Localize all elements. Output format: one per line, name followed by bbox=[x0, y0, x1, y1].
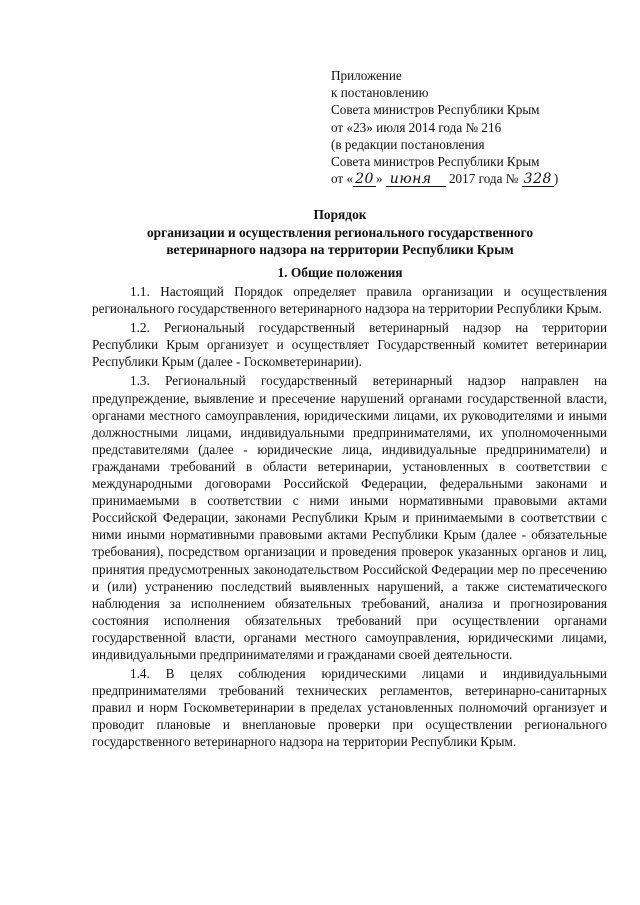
paragraph-1-2: 1.2. Региональный государственный ветеринарный надзор на территории Республики Крым организует и осуществляет Государственный комитет ветеринарии Республики Крым (далее - Госкомветеринарии). bbox=[92, 320, 607, 370]
document-title bbox=[90, 206, 590, 259]
title-line: Порядок bbox=[313, 207, 367, 222]
title-line: ветеринарного надзора на территории Республики Крым bbox=[166, 242, 514, 257]
section-heading: 1. Общие положения bbox=[277, 265, 403, 280]
handwritten-month: июня bbox=[386, 172, 446, 187]
handwritten-day: 20 bbox=[355, 171, 374, 188]
annex-line: Совета министров Республики Крым bbox=[331, 102, 540, 118]
title-line: организации и осуществления регионального государственного bbox=[146, 224, 534, 240]
paragraph-1-4: 1.4. В целях соблюдения юридическими лицами и индивидуальными предпринимателями требований технических регламентов, ветеринарно-санитарных правил и норм Госкомветеринарии в пределах установленных полномочий организует и проводит плановые и внеплановые проверки при осуществлении регионального государственного ветеринарного надзора на территории Республики Крым. bbox=[92, 666, 607, 750]
annex-date-prefix: от « bbox=[331, 171, 354, 187]
paragraph-1-3: 1.3. Региональный государственный ветеринарный надзор направлен на предупреждение, выявление и пресечение нарушений органами государственной власти, органами местного самоуправления, юридическими лицами, их руководителями и иными должностными лицами, индивидуальными предпринимателями, их уполномоченными представителями (далее - юридические лица, индивидуальные предприниматели) и гражданами требований в области ветеринарии, установленных в соответствии с международными договорами Российской Федерации, федеральными законами и принимаемыми в соответствии с ними иными нормативными правовыми актами Российской Федерации, законами Республики Крым и принимаемыми в соответствии с ними иными нормативными правовыми актами Республики Крым (далее - обязательные требования), посредством организации и проведения проверок указанных органов и лиц, принятия предусмотренных законодательством Российской Федерации мер по пресечению и (или) устранению последствий выявленных нарушений, а также систематического наблюдения за исполнением обязательных требований, анализа и прогнозирования состояния исполнения обязательных требований при осуществлении органами государственной власти, органами местного самоуправления, юридическими лицами, индивидуальными предпринимателями и гражданами своей деятельности. bbox=[92, 373, 607, 662]
annex-date-mid: » bbox=[375, 171, 386, 187]
annex-date-suffix: ) bbox=[553, 171, 559, 187]
annex-date-year: 2017 года № bbox=[445, 171, 522, 187]
annex-line: (в редакции постановления bbox=[331, 136, 485, 152]
annex-line: Совета министров Республики Крым bbox=[331, 154, 540, 170]
paragraph-1-1: 1.1. Настоящий Порядок определяет правила организации и осуществления регионального государственного ветеринарного надзора на территории Республики Крым. bbox=[92, 284, 607, 317]
document-body bbox=[92, 283, 607, 751]
annex-line: к постановлению bbox=[331, 85, 429, 101]
annex-date-line bbox=[331, 170, 631, 187]
annex-line: от «23» июля 2014 года № 216 bbox=[331, 119, 502, 135]
annex-line: Приложение bbox=[331, 68, 402, 83]
annex-header bbox=[331, 67, 631, 187]
handwritten-number: 328 bbox=[523, 171, 552, 188]
